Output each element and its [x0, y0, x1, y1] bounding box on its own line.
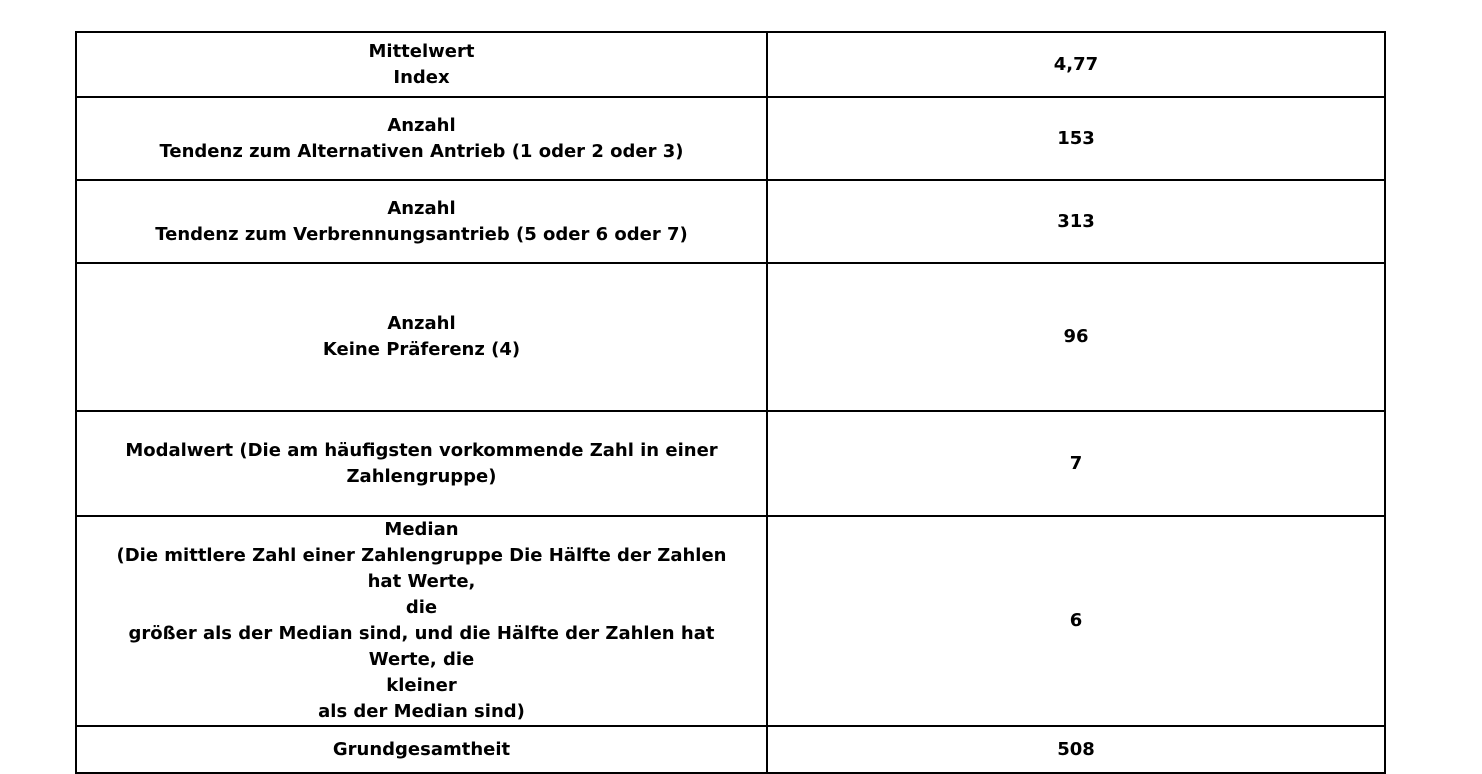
row-label: Anzahl Keine Präferenz (4) [322, 313, 521, 360]
row-label-cell [76, 516, 767, 726]
table-row-modalwert [76, 411, 1385, 516]
row-label-cell [76, 726, 767, 773]
row-label: Grundgesamtheit [332, 738, 511, 760]
row-value-cell [767, 411, 1385, 516]
row-label-cell [76, 180, 767, 263]
row-label: Mittelwert Index [368, 40, 475, 88]
row-value-cell [767, 32, 1385, 97]
row-value-cell [767, 263, 1385, 411]
row-value-cell [767, 180, 1385, 263]
row-label-cell [76, 97, 767, 180]
row-label: Modalwert (Die am häufigsten vorkommende Zahl in einer Zahlengruppe) [125, 439, 718, 487]
row-value-cell [767, 516, 1385, 726]
row-value: 4,77 [1053, 53, 1099, 75]
table-row-grundgesamtheit [76, 726, 1385, 773]
row-label-cell [76, 411, 767, 516]
table-row-mittelwert [76, 32, 1385, 97]
row-value: 6 [1069, 610, 1083, 631]
row-label-cell [76, 32, 767, 97]
row-label: Anzahl Tendenz zum Verbrennungsantrieb (5 oder 6 oder 7) [155, 197, 688, 245]
row-value: 508 [1057, 738, 1095, 760]
table-row-anzahl-verbrennung [76, 180, 1385, 263]
row-label: Anzahl Tendenz zum Alternativen Antrieb (1 oder 2 oder 3) [159, 114, 684, 162]
row-label-cell [76, 263, 767, 411]
table-row-anzahl-keine-praeferenz [76, 263, 1385, 411]
row-value: 153 [1057, 127, 1095, 149]
row-label: Median (Die mittlere Zahl einer Zahlengruppe Die Hälfte der Zahlen hat Werte, die größer als der Median sind, und die Hälfte der Zahlen hat Werte, die kleiner als der Median sind) [116, 519, 727, 722]
row-value: 313 [1057, 210, 1095, 232]
row-value: 96 [1063, 326, 1089, 347]
row-value: 7 [1069, 452, 1083, 474]
row-value-cell [767, 97, 1385, 180]
table-row-anzahl-alternativ [76, 97, 1385, 180]
table-row-median [76, 516, 1385, 726]
row-value-cell [767, 726, 1385, 773]
statistics-table [75, 31, 1386, 774]
